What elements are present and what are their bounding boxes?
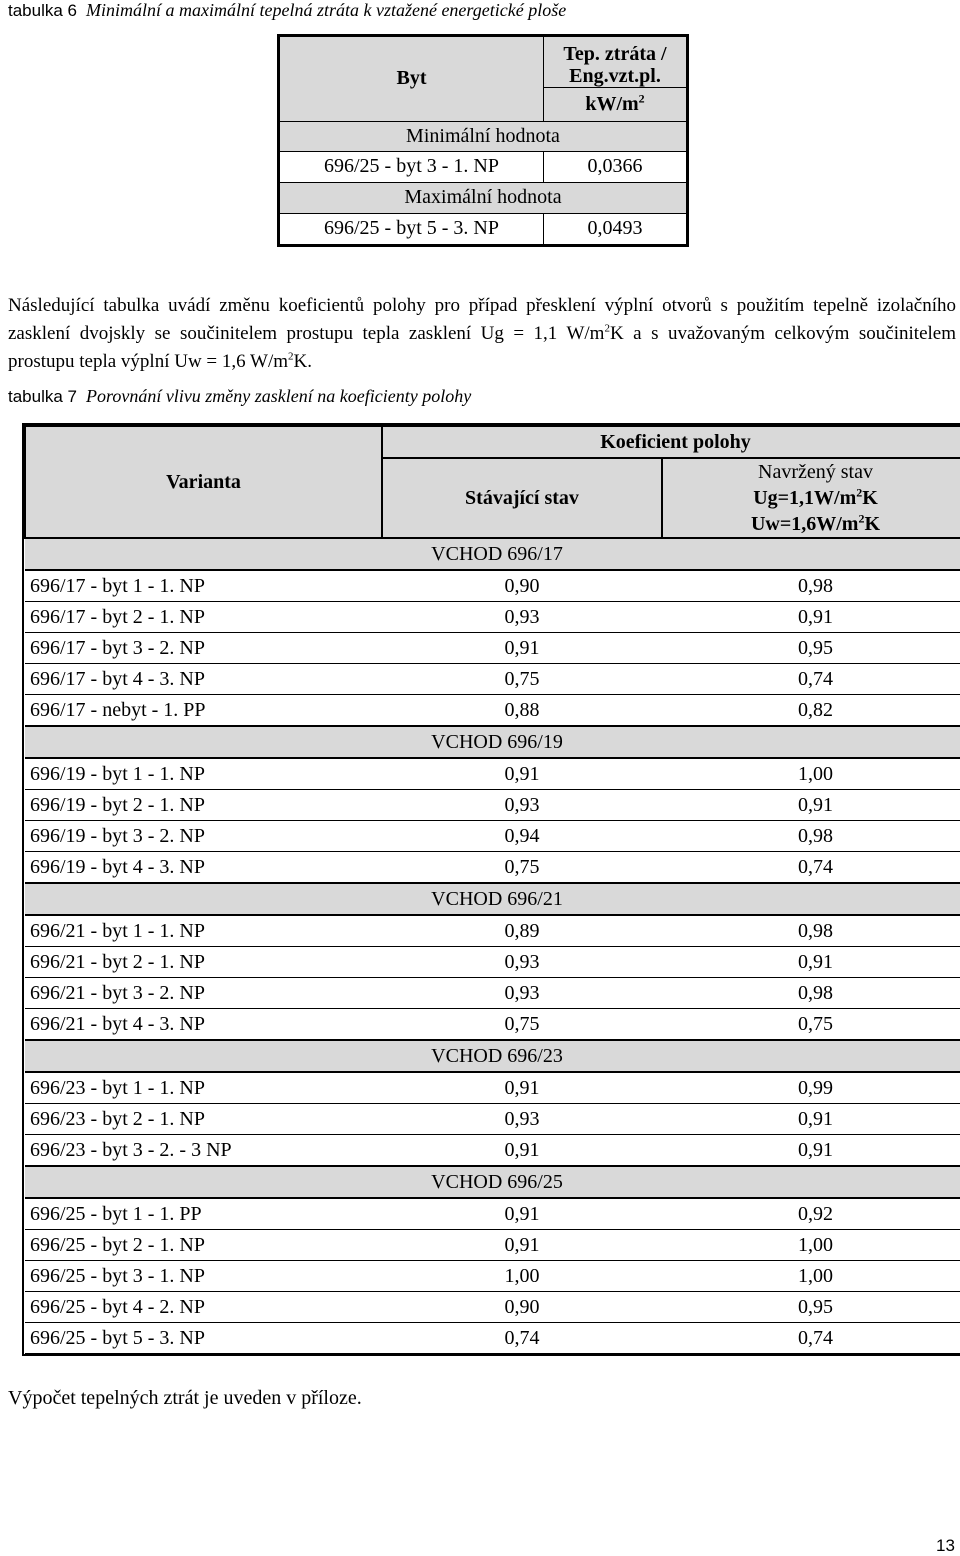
- table7-section-row: [25, 883, 960, 915]
- table-row: [25, 664, 960, 695]
- table6-max-byt: 696/25 - byt 5 - 3. NP: [280, 213, 544, 244]
- table-row: [25, 1198, 960, 1230]
- table7-cell-current: 0,75: [382, 1009, 662, 1041]
- table7-section-row: [25, 726, 960, 758]
- table7-header-proposed: Navržený stav $Ug=1,1W/m^2K$ $Uw=1,6W/m^2K$: [662, 458, 960, 538]
- table7-cell-proposed: 1,00: [662, 758, 960, 790]
- table7-cell-current: 0,91: [382, 1198, 662, 1230]
- table7-section-title: VCHOD 696/17: [25, 538, 960, 570]
- table7-cell-byt: 696/23 - byt 3 - 2. - 3 NP: [25, 1135, 382, 1167]
- table7-cell-proposed: 1,00: [662, 1261, 960, 1292]
- table7-cell-byt: 696/19 - byt 3 - 2. NP: [25, 821, 382, 852]
- table7-cell-current: 0,75: [382, 664, 662, 695]
- table7-cell-current: 0,93: [382, 947, 662, 978]
- table6-header-byt: Byt: [280, 37, 544, 122]
- table7-cell-current: 0,88: [382, 695, 662, 727]
- table-row: [25, 1135, 960, 1167]
- table7-section-title: VCHOD 696/23: [25, 1040, 960, 1072]
- table7-cell-byt: 696/21 - byt 1 - 1. NP: [25, 915, 382, 947]
- table7-section-row: [25, 538, 960, 570]
- table7-cell-proposed: 0,75: [662, 1009, 960, 1041]
- table-row: [25, 1230, 960, 1261]
- table6-header-unit: $kW/m^2$: [544, 87, 687, 121]
- table-row: [25, 1323, 960, 1354]
- table6-caption-title: Minimální a maximální tepelná ztráta k vztažené energetické ploše: [86, 0, 567, 20]
- table-row: [25, 978, 960, 1009]
- table7-header-koef: Koeficient polohy: [382, 426, 960, 458]
- table7-cell-current: 1,00: [382, 1261, 662, 1292]
- table7-body: [25, 538, 960, 1354]
- table7-cell-byt: 696/17 - byt 2 - 1. NP: [25, 602, 382, 633]
- table6-max-label: Maximální hodnota: [280, 182, 687, 213]
- table7-cell-byt: 696/17 - nebyt - 1. PP: [25, 695, 382, 727]
- table6-caption-label: tabulka 6: [8, 1, 77, 20]
- table7-cell-proposed: 0,98: [662, 570, 960, 602]
- table7-cell-byt: 696/21 - byt 4 - 3. NP: [25, 1009, 382, 1041]
- table7-cell-proposed: 0,99: [662, 1072, 960, 1104]
- table7-cell-current: 0,93: [382, 790, 662, 821]
- table7-cell-byt: 696/25 - byt 5 - 3. NP: [25, 1323, 382, 1354]
- table7-cell-current: 0,91: [382, 1135, 662, 1167]
- table7-cell-current: 0,93: [382, 602, 662, 633]
- table7-cell-proposed: 0,74: [662, 852, 960, 884]
- table7-cell-proposed: 0,82: [662, 695, 960, 727]
- table7-cell-byt: 696/17 - byt 1 - 1. NP: [25, 570, 382, 602]
- table7-cell-current: 0,94: [382, 821, 662, 852]
- table7-cell-byt: 696/17 - byt 4 - 3. NP: [25, 664, 382, 695]
- table7-cell-proposed: 0,98: [662, 915, 960, 947]
- table7-cell-proposed: 0,91: [662, 1104, 960, 1135]
- page-number: 13: [936, 1536, 955, 1555]
- table6-min-byt: 696/25 - byt 3 - 1. NP: [280, 151, 544, 182]
- table-row: [25, 821, 960, 852]
- table7-section-title: VCHOD 696/19: [25, 726, 960, 758]
- table7-cell-proposed: 0,91: [662, 602, 960, 633]
- table7-cell-byt: 696/21 - byt 3 - 2. NP: [25, 978, 382, 1009]
- table-row: [25, 1292, 960, 1323]
- table7-section-title: VCHOD 696/21: [25, 883, 960, 915]
- table7-cell-byt: 696/23 - byt 2 - 1. NP: [25, 1104, 382, 1135]
- table7-cell-proposed: 1,00: [662, 1230, 960, 1261]
- table-row: [25, 1261, 960, 1292]
- table-row: [25, 1009, 960, 1041]
- table7-cell-byt: 696/21 - byt 2 - 1. NP: [25, 947, 382, 978]
- table7-cell-byt: 696/19 - byt 4 - 3. NP: [25, 852, 382, 884]
- table-row: [25, 758, 960, 790]
- table7-cell-proposed: 0,74: [662, 664, 960, 695]
- table7-cell-byt: 696/19 - byt 1 - 1. NP: [25, 758, 382, 790]
- table7-cell-byt: 696/23 - byt 1 - 1. NP: [25, 1072, 382, 1104]
- table7-cell-current: 0,74: [382, 1323, 662, 1354]
- table-row: [25, 633, 960, 664]
- table7-cell-byt: 696/25 - byt 1 - 1. PP: [25, 1198, 382, 1230]
- table7-cell-current: 0,93: [382, 1104, 662, 1135]
- table7-caption-title: Porovnání vlivu změny zasklení na koeficienty polohy: [86, 386, 472, 406]
- table7-cell-current: 0,90: [382, 570, 662, 602]
- table6-min-label: Minimální hodnota: [280, 121, 687, 151]
- table7-cell-current: 0,91: [382, 1072, 662, 1104]
- table7-cell-proposed: 0,92: [662, 1198, 960, 1230]
- table7-caption: [8, 386, 471, 407]
- table6-header-loss: Tep. ztráta / Eng.vzt.pl.: [544, 37, 687, 88]
- table6-caption: [8, 0, 566, 21]
- table7-cell-byt: 696/25 - byt 4 - 2. NP: [25, 1292, 382, 1323]
- table7-cell-byt: 696/25 - byt 2 - 1. NP: [25, 1230, 382, 1261]
- table7-cell-current: 0,75: [382, 852, 662, 884]
- table-row: [25, 602, 960, 633]
- table7-section-row: [25, 1166, 960, 1198]
- table7: [22, 423, 960, 1356]
- table7-cell-current: 0,89: [382, 915, 662, 947]
- table-row: [25, 915, 960, 947]
- table6-min-value: 0,0366: [544, 151, 687, 182]
- table-row: [25, 695, 960, 727]
- table7-cell-proposed: 0,74: [662, 1323, 960, 1354]
- table7-header-varianta: Varianta: [25, 426, 382, 538]
- table7-cell-proposed: 0,91: [662, 1135, 960, 1167]
- table7-cell-proposed: 0,98: [662, 821, 960, 852]
- table7-cell-proposed: 0,91: [662, 947, 960, 978]
- table7-cell-current: 0,91: [382, 633, 662, 664]
- table7-caption-label: tabulka 7: [8, 387, 77, 406]
- table-row: [25, 570, 960, 602]
- table7-cell-current: 0,93: [382, 978, 662, 1009]
- table7-cell-current: 0,91: [382, 758, 662, 790]
- table6: [277, 34, 689, 247]
- table7-cell-current: 0,90: [382, 1292, 662, 1323]
- table7-cell-proposed: 0,95: [662, 1292, 960, 1323]
- table7-cell-current: 0,91: [382, 1230, 662, 1261]
- table-row: [25, 1072, 960, 1104]
- table-row: [25, 852, 960, 884]
- table-row: [25, 947, 960, 978]
- table7-cell-byt: 696/19 - byt 2 - 1. NP: [25, 790, 382, 821]
- table7-cell-proposed: 0,95: [662, 633, 960, 664]
- table7-cell-proposed: 0,98: [662, 978, 960, 1009]
- table6-max-value: 0,0493: [544, 213, 687, 244]
- table7-cell-byt: 696/25 - byt 3 - 1. NP: [25, 1261, 382, 1292]
- table7-cell-proposed: 0,91: [662, 790, 960, 821]
- table-row: [25, 1104, 960, 1135]
- footer-text: Výpočet tepelných ztrát je uveden v příloze.: [8, 1387, 362, 1409]
- table7-section-title: VCHOD 696/25: [25, 1166, 960, 1198]
- body-paragraph: Následující tabulka uvádí změnu koeficientů polohy pro případ přesklení výplní otvorů s použitím tepelně izolačního zasklení dvojskly se součinitelem prostupu tepla zasklení Ug = 1,1 $W/m^2K$ a s uvažovaným celkovým součinitelem prostupu tepla výplní Uw = 1,6 $W/m^2K$.: [8, 295, 956, 372]
- table7-section-row: [25, 1040, 960, 1072]
- table7-header-current: Stávající stav: [382, 458, 662, 538]
- table-row: [25, 790, 960, 821]
- table7-cell-byt: 696/17 - byt 3 - 2. NP: [25, 633, 382, 664]
